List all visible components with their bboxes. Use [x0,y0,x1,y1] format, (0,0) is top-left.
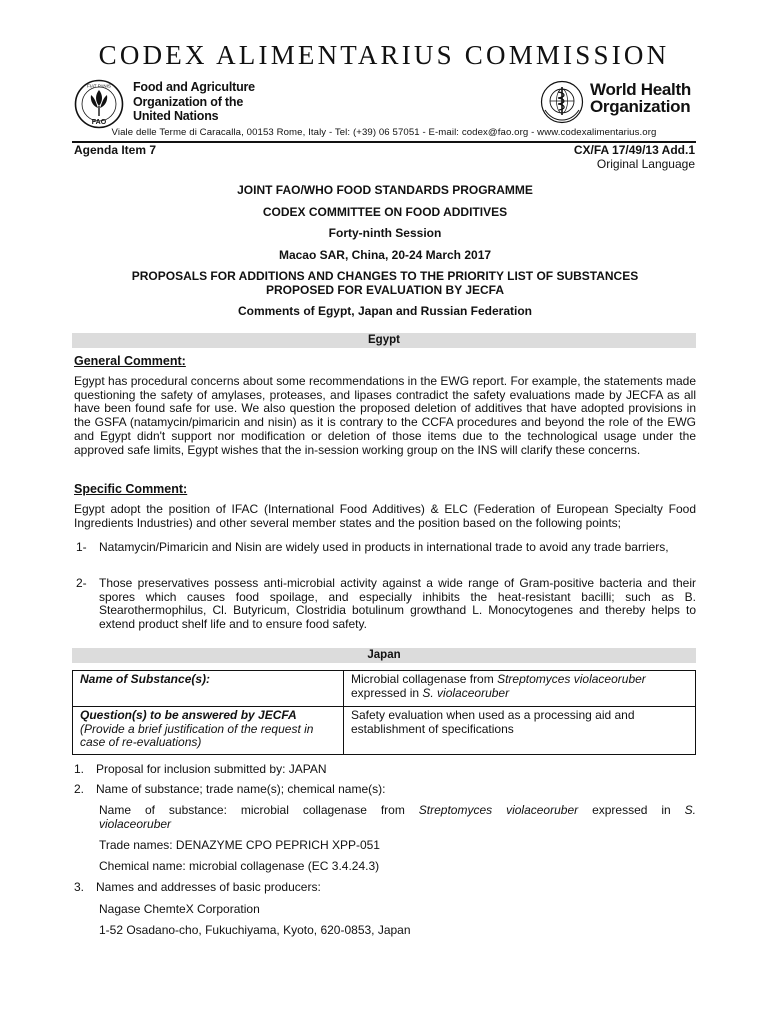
general-comment-heading: General Comment: [74,354,186,368]
who-name-line: Organization [590,97,691,116]
egypt-point [74,541,696,555]
table-cell [344,671,696,707]
programme-title: JOINT FAO/WHO FOOD STANDARDS PROGRAMME [237,183,533,197]
substance-label: Name of Substance(s): [80,672,211,686]
trade-names: Trade names: DENAZYME CPO PEPRICH XPP-051 [99,838,380,852]
producer-name: Nagase ChemteX Corporation [99,902,260,916]
japan-list-item [74,783,385,797]
agenda-item: Agenda Item 7 [74,143,157,157]
subject-line-1: PROPOSALS FOR ADDITIONS AND CHANGES TO THE PRIORITY LIST OF SUBSTANCES [131,269,639,283]
fao-logo-motto: FIAT PANIS [87,83,111,89]
question-label: Question(s) to be answered by JECFA [80,708,297,722]
table-row [73,707,696,755]
substance-part: Name of substance: microbial collagenase from [99,803,419,817]
list-number: 1. [74,762,85,776]
point-text: Natamycin/Pimaricin and Nisin are widely used in products in international trade to avoid any trade barriers, [99,540,669,554]
list-text: Proposal for inclusion submitted by: JAPAN [96,762,327,776]
venue-title: Macao SAR, China, 20-24 March 2017 [278,248,492,262]
specific-comment-heading: Specific Comment: [74,482,188,496]
fao-name-line: Organization of the [133,94,244,109]
table-cell [73,671,344,707]
who-name-line: World Health [590,80,691,99]
session-title: Forty-ninth Session [328,226,442,240]
who-logo-icon [540,80,584,124]
substance-name-line [99,804,696,831]
substance-part: S. [684,803,696,817]
original-language: Original Language [596,157,695,171]
japan-band: Japan [72,648,696,663]
list-text: Name of substance; trade name(s); chemical name(s): [96,782,386,796]
comments-title: Comments of Egypt, Japan and Russian Federation [237,304,533,318]
egypt-point [74,577,696,632]
list-text: Names and addresses of basic producers: [96,880,321,894]
substance-part: violaceoruber [99,816,172,831]
fao-logo-icon [74,79,124,129]
substance-value-part: expressed in [351,685,423,700]
address-line: Viale delle Terme di Caracalla, 00153 Rome, Italy - Tel: (+39) 06 57051 - E-mail: codex@fao.org - www.codexalimentarius.org [111,127,657,138]
japan-list-item [74,881,321,895]
table-cell [73,707,344,755]
substance-part: expressed in [578,803,685,817]
list-number: 3. [74,880,85,894]
egypt-band: Egypt [72,333,696,348]
point-text: Those preservatives possess anti-microbial activity against a wide range of Gram-positive bacteria and their spores which causes food spoilage, and especially inhibits the heat-resistant bacilli; such as B. Stearothermophilus, Cl. Butyricum, Clostridia botulinum growthand L. Monocytogenes and thereby helps to extend product shelf life and to ensure food safety. [99,576,696,632]
point-number: 1- [76,540,87,554]
fao-name [133,80,255,124]
chemical-name: Chemical name: microbial collagenase (EC 3.4.24.3) [99,859,380,873]
document-reference: CX/FA 17/49/13 Add.1 [573,143,695,157]
committee-title: CODEX COMMITTEE ON FOOD ADDITIVES [262,205,508,219]
specific-comment-text: Egypt adopt the position of IFAC (International Food Additives) & ELC (Federation of European Specialty Food Ingredients Industries) and other several member states and the position based on the following points; [74,502,696,530]
fao-name-line: Food and Agriculture [133,80,255,94]
question-value: Safety evaluation when used as a processing aid and establishment of specifications [351,708,635,736]
who-name [590,81,691,115]
question-note: (Provide a brief justification of the request in case of re-evaluations) [80,721,314,750]
list-number: 2. [74,782,85,796]
japan-list-item [74,763,327,777]
general-comment-text: Egypt has procedural concerns about some recommendations in the EWG report. For example, the statements made questioning the safety of amylases, proteases, and lipases contradict the safety evaluations made by JECFA as all have been found safe for use. We also question the proposed deletion of additives that have adopted provisions in the GSFA (natamycin/pimaricin and nisin) as it is contrary to the CCFA procedures and beyond the role of the EWG and Egypt didn't support nor modification or deletion of those items due to the technological usage under the approved safe limits, Egypt wishes that the in-session working group on the INS will clarify these concerns. [74,374,696,457]
producer-address: 1-52 Osadano-cho, Fukuchiyama, Kyoto, 620-0853, Japan [99,923,411,937]
fao-logo-text: FAO [91,119,107,126]
substance-name-first-line [99,804,696,818]
table-row [73,671,696,707]
japan-substance-table [72,670,696,755]
substance-value-part: Streptomyces violaceoruber [497,672,646,686]
substance-value-part: S. violaceoruber [422,685,510,700]
substance-part: Streptomyces violaceoruber [418,803,579,817]
point-number: 2- [76,576,87,590]
table-cell [344,707,696,755]
subject-line-2: PROPOSED FOR EVALUATION BY JECFA [265,283,505,297]
substance-value-part: Microbial collagenase from [351,672,498,686]
commission-title: CODEX ALIMENTARIUS COMMISSION [98,40,670,70]
fao-name-line: United Nations [133,109,219,123]
